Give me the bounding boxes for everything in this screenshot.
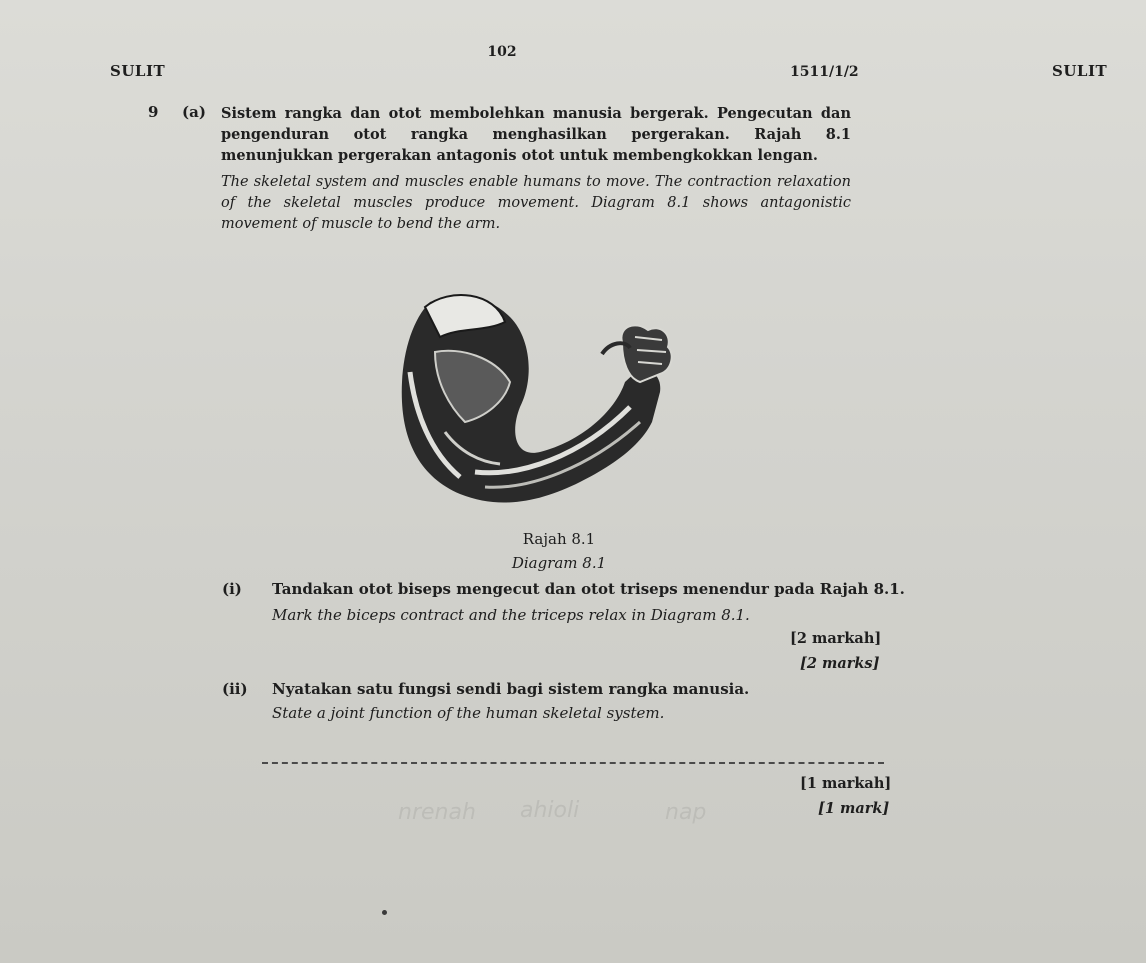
bleed-through-word-2: ahioli xyxy=(520,798,580,823)
page-number: 102 xyxy=(487,44,517,60)
question-intro-english: The skeletal system and muscles enable humans to move. The contraction relaxation of the skeletal muscles produce movement. Diagram 8.1 shows antagonistic movement of muscle to bend the arm. xyxy=(221,174,851,232)
header-sulit-right: SULIT xyxy=(1052,62,1108,80)
subquestion-1-text-malay: Tandakan otot biseps mengecut dan otot triseps menendur pada Rajah 8.1. xyxy=(272,580,905,598)
ink-dot xyxy=(382,910,387,915)
subquestion-2-number: (ii) xyxy=(222,680,248,698)
diagram-caption-english: Diagram 8.1 xyxy=(511,554,607,572)
arm-diagram-svg xyxy=(390,282,680,517)
bleed-through-word-3: nap xyxy=(665,800,707,825)
bleed-through-word-1: nrenah xyxy=(398,800,476,825)
paper-code: 1511/1/2 xyxy=(790,64,859,80)
question-intro-malay: Sistem rangka dan otot membolehkan manusia bergerak. Pengecutan dan pengenduran otot rangka menghasilkan pergerakan. Rajah 8.1 menunjukkan pergerakan antagonis otot untuk membengkokkan lengan. xyxy=(221,105,851,164)
subquestion-1-marks-english: [2 marks] xyxy=(800,655,880,672)
subquestion-2-marks-malay: [1 markah] xyxy=(800,775,892,792)
question-number: 9 xyxy=(148,103,159,121)
subquestion-1-marks-malay: [2 markah] xyxy=(790,630,882,647)
header-sulit-left: SULIT xyxy=(110,62,166,80)
fist xyxy=(621,325,671,382)
answer-line[interactable] xyxy=(262,762,884,764)
flexed-arm-muscle-illustration xyxy=(390,282,680,517)
question-part-label: (a) xyxy=(182,103,206,121)
subquestion-1-text-english: Mark the biceps contract and the triceps relax in Diagram 8.1. xyxy=(272,606,750,624)
subquestion-1-number: (i) xyxy=(222,580,242,598)
subquestion-2-text-english: State a joint function of the human skeletal system. xyxy=(272,704,665,722)
diagram-caption-malay: Rajah 8.1 xyxy=(522,530,596,548)
subquestion-2-marks-english: [1 mark] xyxy=(818,800,890,817)
subquestion-2-text-malay: Nyatakan satu fungsi sendi bagi sistem rangka manusia. xyxy=(272,680,750,698)
